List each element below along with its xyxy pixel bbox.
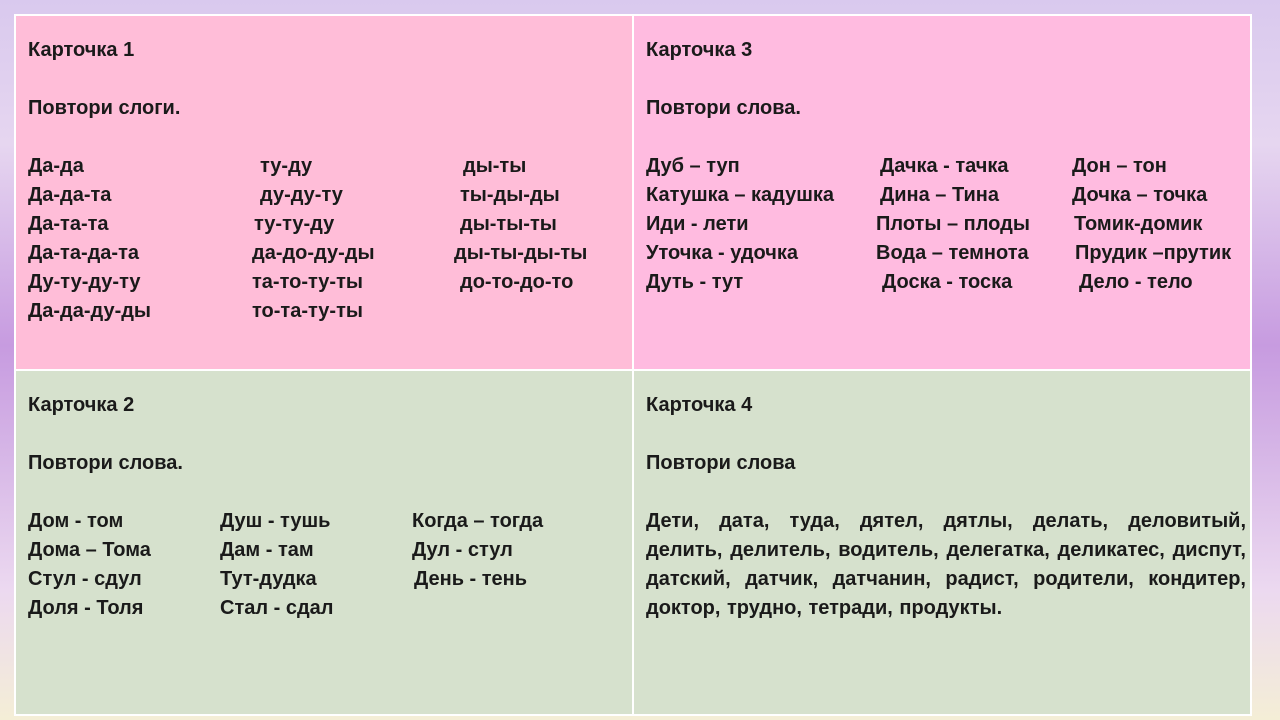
list-item: да-до-ду-ды (252, 242, 375, 264)
list-item: Да-та-та (28, 213, 109, 235)
card-title: Карточка 4 (646, 394, 753, 416)
list-item: Прудик –прутик (1075, 242, 1232, 264)
list-item: Стал - сдал (220, 597, 334, 619)
list-item: ту-ду (260, 155, 313, 177)
list-item: ды-ты-ды-ты (454, 242, 588, 264)
word-pair-column-1 (28, 507, 151, 623)
list-item: Дон – тон (1072, 155, 1167, 177)
list-item: Доля - Толя (28, 597, 144, 619)
list-item: Да-да-та (28, 184, 112, 206)
list-item: Вода – темнота (876, 242, 1029, 264)
list-item: Доска - тоска (882, 271, 1013, 293)
word-pair-column-2 (220, 507, 334, 623)
list-item: Катушка – кадушка (646, 184, 835, 206)
card-1 (16, 16, 632, 369)
list-item: Тут-дудка (220, 568, 317, 590)
list-item: Да-да (28, 155, 84, 177)
card-instruction: Повтори слова. (646, 97, 801, 119)
word-paragraph: Дети, дата, туда, дятел, дятлы, делать, деловитый, делить, делитель, водитель, делегатка, деликатес, диспут, датский, датчик, датчанин, радист, родители, кондитер, доктор, трудно, тетради, продукты. (646, 510, 1246, 619)
cards-grid (14, 14, 1252, 716)
card-title: Карточка 3 (646, 39, 753, 61)
list-item: та-то-ту-ты (252, 271, 363, 293)
list-item: ту-ту-ду (254, 213, 335, 235)
list-item: Дина – Тина (880, 184, 999, 206)
list-item: то-та-ту-ты (252, 300, 363, 322)
list-item: Плоты – плоды (876, 213, 1030, 235)
list-item: Когда – тогда (412, 510, 544, 532)
word-pair-column-2 (876, 152, 1030, 297)
word-pair-column-3 (1072, 152, 1231, 297)
card-2 (16, 371, 632, 714)
card-4 (634, 371, 1250, 714)
list-item: Да-да-ду-ды (28, 300, 152, 322)
card-title: Карточка 1 (28, 39, 135, 61)
list-item: Стул - сдул (28, 568, 142, 590)
list-item: Уточка - удочка (646, 242, 798, 264)
list-item: Дом - том (28, 510, 124, 532)
list-item: Дуб – туп (646, 155, 740, 177)
list-item: Дачка - тачка (880, 155, 1009, 177)
list-item: Томик-домик (1074, 213, 1203, 235)
list-item: ду-ду-ту (260, 184, 343, 206)
word-pair-column-3 (412, 507, 543, 594)
list-item: День - тень (414, 568, 528, 590)
list-item: Иди - лети (646, 213, 749, 235)
list-item: Дочка – точка (1072, 184, 1208, 206)
card-instruction: Повтори слова. (28, 452, 183, 474)
list-item: Да-та-да-та (28, 242, 140, 264)
word-pair-column-1 (646, 152, 834, 297)
card-3 (634, 16, 1250, 369)
list-item: Ду-ту-ду-ту (28, 271, 141, 293)
card-instruction: Повтори слова (646, 452, 796, 474)
list-item: Дам - там (220, 539, 314, 561)
syllable-column-1 (28, 152, 151, 326)
list-item: ды-ты-ты (460, 213, 557, 235)
list-item: Дул - стул (412, 539, 513, 561)
list-item: Дуть - тут (646, 271, 744, 293)
list-item: Душ - тушь (220, 510, 331, 532)
list-item: Дело - тело (1079, 271, 1193, 293)
card-instruction: Повтори слоги. (28, 97, 181, 119)
list-item: до-то-до-то (460, 271, 574, 293)
syllable-column-3 (454, 152, 587, 297)
card-title: Карточка 2 (28, 394, 135, 416)
list-item: ды-ты (463, 155, 527, 177)
list-item: ты-ды-ды (460, 184, 560, 206)
list-item: Дома – Тома (28, 539, 151, 561)
syllable-column-2 (252, 152, 375, 326)
